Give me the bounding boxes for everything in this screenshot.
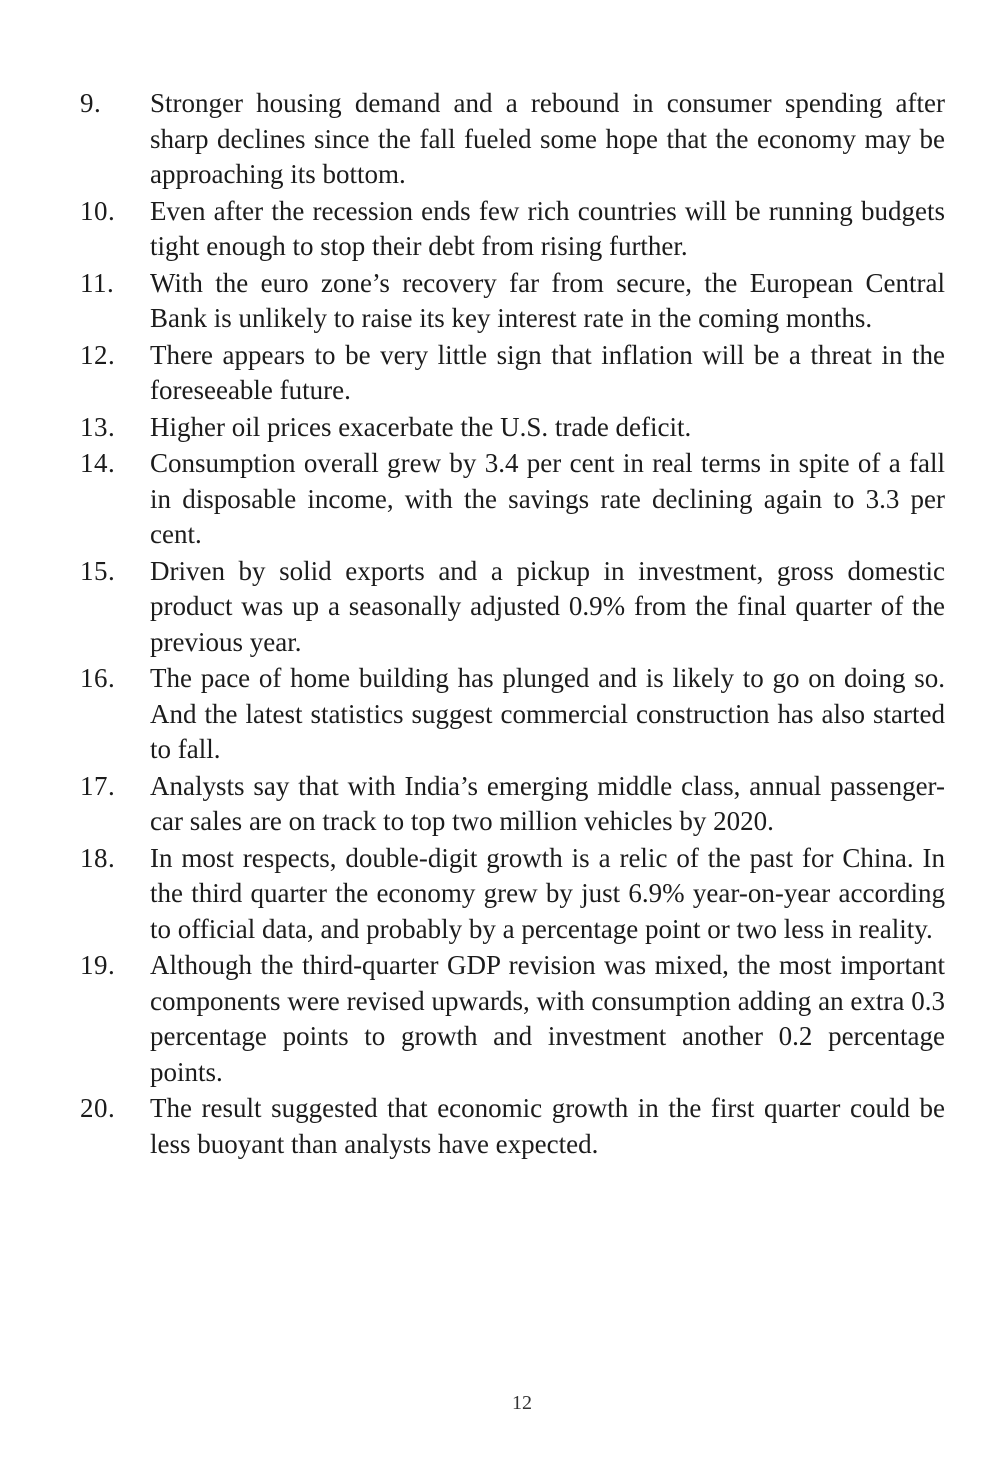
page-number: 12 [512, 1392, 532, 1414]
item-text: The result suggested that economic growth in the first quarter could be less buoyant than analysts have expected. [150, 1093, 945, 1159]
item-text: With the euro zone’s recovery far from secure, the European Central Bank is unlikely to raise its key interest rate in the coming months. [150, 267, 945, 333]
item-number: 19. [80, 950, 116, 980]
item-number: 12. [80, 339, 116, 370]
item-number: 15. [80, 555, 116, 586]
item-text: The pace of home building has plunged and is likely to go on doing so. And the latest statistics suggest commercial construction has also started to fall. [150, 663, 945, 764]
item-number: 11. [80, 267, 115, 298]
list-item [80, 661, 945, 769]
item-text: There appears to be very little sign that inflation will be a threat in the foreseeable future. [150, 339, 945, 405]
list-item [80, 769, 945, 841]
item-number: 10. [80, 195, 116, 226]
item-text: Even after the recession ends few rich countries will be running budgets tight enough to stop their debt from rising further. [150, 195, 945, 261]
list-item [80, 86, 945, 194]
list-item [80, 446, 945, 554]
item-number: 16. [80, 663, 116, 693]
list-item [80, 410, 945, 447]
item-number: 9. [80, 88, 102, 118]
item-number: 20. [80, 1093, 116, 1123]
item-text: Analysts say that with India’s emerging middle class, annual passenger-car sales are on track to top two million vehicles by 2020. [150, 770, 945, 836]
list-item [80, 338, 945, 410]
item-number: 13. [80, 411, 116, 442]
item-number: 18. [80, 842, 116, 873]
list-item [80, 266, 945, 338]
item-number: 14. [80, 448, 116, 478]
list-item [80, 554, 945, 662]
item-number: 17. [80, 770, 116, 801]
item-text: Stronger housing demand and a rebound in consumer spending after sharp declines since the fall fueled some hope that the economy may be approaching its bottom. [150, 88, 945, 189]
item-text: Driven by solid exports and a pickup in investment, gross domestic product was up a seasonally adjusted 0.9% from the final quarter of the previous year. [150, 555, 945, 657]
item-text: Higher oil prices exacerbate the U.S. trade deficit. [150, 411, 692, 442]
item-text: In most respects, double-digit growth is a relic of the past for China. In the third quarter the economy grew by just 6.9% year-on-year according to official data, and probably by a percentage point or two less in reality. [150, 842, 945, 944]
item-text: Although the third-quarter GDP revision was mixed, the most important components were revised upwards, with consumption adding an extra 0.3 percentage points to growth and investment another 0.2 percentage points. [150, 950, 945, 1087]
numbered-sentence-list [80, 86, 945, 1163]
item-text: Consumption overall grew by 3.4 per cent in real terms in spite of a fall in disposable income, with the savings rate declining again to 3.3 per cent. [150, 448, 945, 549]
list-item [80, 948, 945, 1091]
list-item [80, 1091, 945, 1163]
list-item [80, 194, 945, 266]
list-item [80, 841, 945, 949]
